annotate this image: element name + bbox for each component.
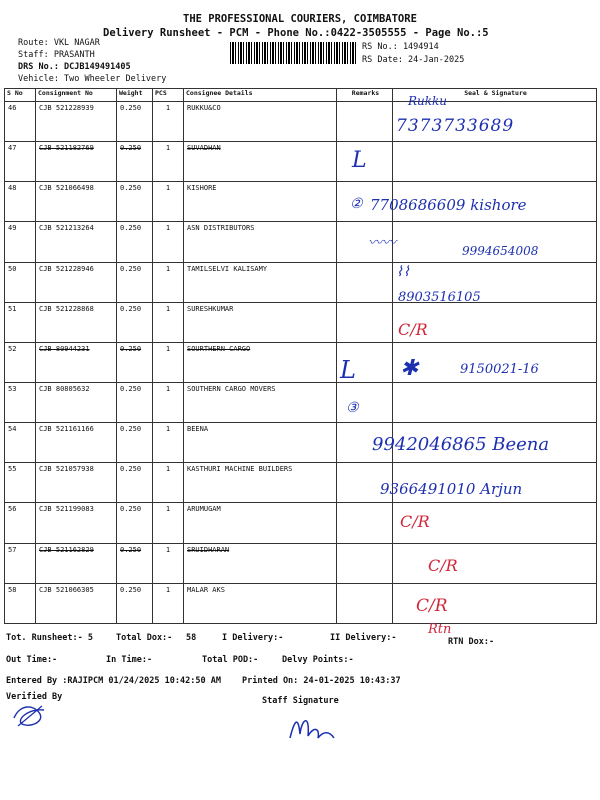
pcs-text: 1 — [165, 545, 171, 554]
table-row — [5, 262, 597, 302]
weight-cell — [117, 222, 153, 262]
pcs-text: 1 — [165, 224, 171, 233]
sno-text: 58 — [8, 585, 17, 594]
remarks-cell — [337, 583, 393, 623]
sno-cell — [5, 463, 36, 503]
pcs-text: 1 — [165, 144, 171, 153]
consignee-text: KASTHURI MACHINE BUILDERS — [187, 465, 293, 474]
drs-number: DRS No.: DCJB149491405 — [18, 62, 131, 72]
vehicle: Vehicle: Two Wheeler Delivery — [18, 74, 167, 84]
table-row — [5, 583, 597, 623]
rs-date: RS Date: 24-Jan-2025 — [362, 55, 465, 65]
i-delivery: I Delivery:- — [222, 633, 284, 643]
weight-cell — [117, 583, 153, 623]
consignee-cell — [184, 302, 337, 342]
consignee-text: MALAR AKS — [187, 585, 225, 594]
col-consignment: Consignment No — [36, 89, 117, 102]
consignment-cell — [36, 142, 117, 182]
consignee-text: ASN DISTRIBUTORS — [187, 224, 255, 233]
pcs-text: 1 — [165, 425, 171, 434]
consignee-text: SUVADHAN — [187, 144, 221, 153]
table-row — [5, 543, 597, 583]
consignment-text: CJB 521228868 — [39, 304, 94, 313]
consignment-cell — [36, 102, 117, 142]
pcs-cell — [153, 342, 184, 382]
sno-text: 55 — [8, 465, 17, 474]
consignment-text: CJB 80805632 — [39, 384, 90, 393]
pcs-cell — [153, 182, 184, 222]
runsheet-subtitle: Delivery Runsheet - PCM - Phone No.:0422-3505555 - Page No.:5 — [103, 27, 489, 39]
hw-circle-3: ③ — [346, 400, 359, 416]
col-pcs: PCS — [153, 89, 184, 102]
staff-signature — [284, 708, 340, 744]
weight-cell — [117, 182, 153, 222]
pcs-text: 1 — [165, 264, 171, 273]
consignment-text: CJB 521228939 — [39, 104, 94, 112]
weight-text: 0.250 — [120, 344, 142, 353]
consignment-cell — [36, 423, 117, 463]
sno-cell — [5, 583, 36, 623]
hw-circle-2: ② — [350, 196, 363, 212]
table-row — [5, 503, 597, 543]
table-row — [5, 302, 597, 342]
rtn-dox: RTN Dox:- — [448, 637, 495, 647]
consignee-cell — [184, 102, 337, 142]
pcs-text: 1 — [165, 104, 171, 112]
sno-text: 53 — [8, 384, 17, 393]
pcs-cell — [153, 102, 184, 142]
consignee-text: SURESHKUMAR — [187, 304, 234, 313]
sno-text: 57 — [8, 545, 17, 554]
delvy-points: Delvy Points:- — [282, 655, 354, 665]
table-row — [5, 382, 597, 422]
consignee-text: BEENA — [187, 425, 209, 434]
remarks-cell — [337, 382, 393, 422]
hw-row48: 7708686609 kishore — [370, 196, 527, 214]
weight-cell — [117, 382, 153, 422]
weight-cell — [117, 142, 153, 182]
total-pod: Total POD:- — [202, 655, 259, 665]
consignee-cell — [184, 342, 337, 382]
col-signature: Seal & Signature — [393, 89, 597, 102]
company-title: THE PROFESSIONAL COURIERS, COIMBATORE — [183, 13, 417, 25]
consignment-text: CJB 521161166 — [39, 425, 94, 434]
hw-row55: 9366491010 Arjun — [380, 480, 523, 498]
total-dox-value: 58 — [186, 633, 197, 643]
consignee-cell — [184, 182, 337, 222]
runsheet-table — [4, 88, 597, 624]
pcs-cell — [153, 503, 184, 543]
consignment-text: CJB 521182769 — [39, 144, 94, 153]
consignment-cell — [36, 222, 117, 262]
sno-cell — [5, 222, 36, 262]
sno-text: 51 — [8, 304, 17, 313]
hw-mark-47: L — [352, 148, 367, 173]
consignment-text: CJB 521057938 — [39, 465, 94, 474]
pcs-cell — [153, 423, 184, 463]
consignee-text: SOURTHERN CARGO — [187, 344, 251, 353]
signature-cell — [393, 142, 597, 182]
consignment-cell — [36, 463, 117, 503]
consignee-text: SRUIDHARAN — [187, 545, 230, 554]
hw-row57: C/R — [428, 556, 458, 575]
ii-delivery: II Delivery:- — [330, 633, 397, 643]
sno-cell — [5, 182, 36, 222]
weight-text: 0.250 — [120, 545, 142, 554]
sno-text: 46 — [8, 104, 17, 112]
consignee-cell — [184, 423, 337, 463]
hw-row49-sig: 〰〰 — [368, 235, 396, 251]
weight-text: 0.250 — [120, 425, 142, 434]
table-row — [5, 142, 597, 182]
col-sno: S No — [5, 89, 36, 102]
pcs-cell — [153, 302, 184, 342]
consignment-cell — [36, 182, 117, 222]
pcs-cell — [153, 382, 184, 422]
consignee-cell — [184, 583, 337, 623]
staff: Staff: PRASANTH — [18, 50, 95, 60]
hw-row46-phone: 7373733689 — [396, 116, 515, 136]
consignment-cell — [36, 382, 117, 422]
rs-number: RS No.: 1494914 — [362, 42, 439, 52]
sno-cell — [5, 503, 36, 543]
route: Route: VKL NAGAR — [18, 38, 100, 48]
consignment-text: CJB 521066498 — [39, 184, 94, 193]
sno-cell — [5, 423, 36, 463]
pcs-text: 1 — [165, 184, 171, 193]
in-time: In Time:- — [106, 655, 153, 665]
hw-row54: 9942046865 Beena — [372, 434, 550, 455]
entered-by: Entered By :RAJIPCM 01/24/2025 10:42:50 AM — [6, 676, 221, 686]
hw-row52: 9150021-16 — [460, 362, 539, 377]
weight-text: 0.250 — [120, 104, 142, 112]
consignment-cell — [36, 503, 117, 543]
weight-text: 0.250 — [120, 384, 142, 393]
consignment-cell — [36, 543, 117, 583]
weight-text: 0.250 — [120, 224, 142, 233]
weight-text: 0.250 — [120, 144, 142, 153]
pcs-cell — [153, 543, 184, 583]
weight-text: 0.250 — [120, 264, 142, 273]
pcs-text: 1 — [165, 384, 171, 393]
remarks-cell — [337, 503, 393, 543]
consignee-cell — [184, 463, 337, 503]
pcs-cell — [153, 222, 184, 262]
consignee-text: KISHORE — [187, 184, 217, 193]
col-consignee: Consignee Details — [184, 89, 337, 102]
pcs-text: 1 — [165, 585, 171, 594]
barcode — [230, 42, 356, 64]
sno-cell — [5, 262, 36, 302]
out-time: Out Time:- — [6, 655, 58, 665]
weight-text: 0.250 — [120, 184, 142, 193]
pcs-cell — [153, 583, 184, 623]
remarks-cell — [337, 543, 393, 583]
sno-text: 54 — [8, 425, 17, 434]
consignment-text: CJB 80944231 — [39, 344, 90, 353]
hw-row58: C/R — [416, 596, 448, 616]
tot-runsheet: Tot. Runsheet:- 5 — [6, 633, 93, 643]
consignee-cell — [184, 142, 337, 182]
sno-text: 48 — [8, 184, 17, 193]
weight-cell — [117, 102, 153, 142]
staff-signature-label: Staff Signature — [262, 696, 339, 706]
weight-cell — [117, 463, 153, 503]
sno-text: 49 — [8, 224, 17, 233]
consignee-text: TAMILSELVI KALISAMY — [187, 264, 268, 273]
pcs-text: 1 — [165, 304, 171, 313]
hw-row51: C/R — [398, 320, 428, 339]
consignment-text: CJB 521228946 — [39, 264, 94, 273]
pcs-cell — [153, 463, 184, 503]
consignee-text: SOUTHERN CARGO MOVERS — [187, 384, 276, 393]
hw-row52-stamp: ✱ — [400, 356, 419, 381]
pcs-cell — [153, 142, 184, 182]
weight-text: 0.250 — [120, 585, 142, 594]
weight-text: 0.250 — [120, 465, 142, 474]
weight-cell — [117, 262, 153, 302]
consignee-cell — [184, 382, 337, 422]
sno-cell — [5, 102, 36, 142]
total-dox-label: Total Dox:- — [116, 633, 173, 643]
consignment-text: CJB 521066305 — [39, 585, 94, 594]
consignment-cell — [36, 342, 117, 382]
weight-cell — [117, 302, 153, 342]
weight-cell — [117, 423, 153, 463]
printed-on: Printed On: 24-01-2025 10:43:37 — [242, 676, 401, 686]
consignee-text: ARUMUGAM — [187, 505, 221, 514]
sno-cell — [5, 342, 36, 382]
weight-cell — [117, 342, 153, 382]
sno-text: 56 — [8, 505, 17, 514]
hw-row50: 8903516105 — [398, 290, 481, 305]
sno-cell — [5, 302, 36, 342]
signature-cell — [393, 382, 597, 422]
hw-row58-rtn: Rtn — [428, 622, 452, 637]
pcs-cell — [153, 262, 184, 302]
hw-row56: C/R — [400, 512, 430, 531]
col-weight: Weight — [117, 89, 153, 102]
hw-row46-name: Rukku — [408, 94, 448, 108]
remarks-cell — [337, 262, 393, 302]
consignee-text: RUKKU&CO — [187, 104, 221, 112]
weight-cell — [117, 543, 153, 583]
consignment-text: CJB 521199083 — [39, 505, 94, 514]
hw-row49: 9994654008 — [462, 244, 539, 258]
consignee-cell — [184, 262, 337, 302]
remarks-cell — [337, 102, 393, 142]
consignment-text: CJB 521162829 — [39, 545, 94, 554]
sno-cell — [5, 543, 36, 583]
remarks-cell — [337, 302, 393, 342]
consignee-cell — [184, 222, 337, 262]
sno-text: 52 — [8, 344, 17, 353]
pcs-text: 1 — [165, 465, 171, 474]
consignment-cell — [36, 583, 117, 623]
weight-text: 0.250 — [120, 505, 142, 514]
consignee-cell — [184, 543, 337, 583]
weight-text: 0.250 — [120, 304, 142, 313]
consignee-cell — [184, 503, 337, 543]
col-remarks: Remarks — [337, 89, 393, 102]
verified-signature — [10, 698, 50, 732]
sno-cell — [5, 382, 36, 422]
sno-cell — [5, 142, 36, 182]
consignment-cell — [36, 262, 117, 302]
hw-mark-52: L — [340, 356, 356, 384]
weight-cell — [117, 503, 153, 543]
signature-cell — [393, 543, 597, 583]
consignment-text: CJB 521213264 — [39, 224, 94, 233]
sno-text: 50 — [8, 264, 17, 273]
consignment-cell — [36, 302, 117, 342]
sno-text: 47 — [8, 144, 17, 153]
verified-by: Verified By — [6, 692, 63, 702]
pcs-text: 1 — [165, 344, 171, 353]
hw-row50-sig: ⌇⌇ — [396, 264, 410, 280]
pcs-text: 1 — [165, 505, 171, 514]
